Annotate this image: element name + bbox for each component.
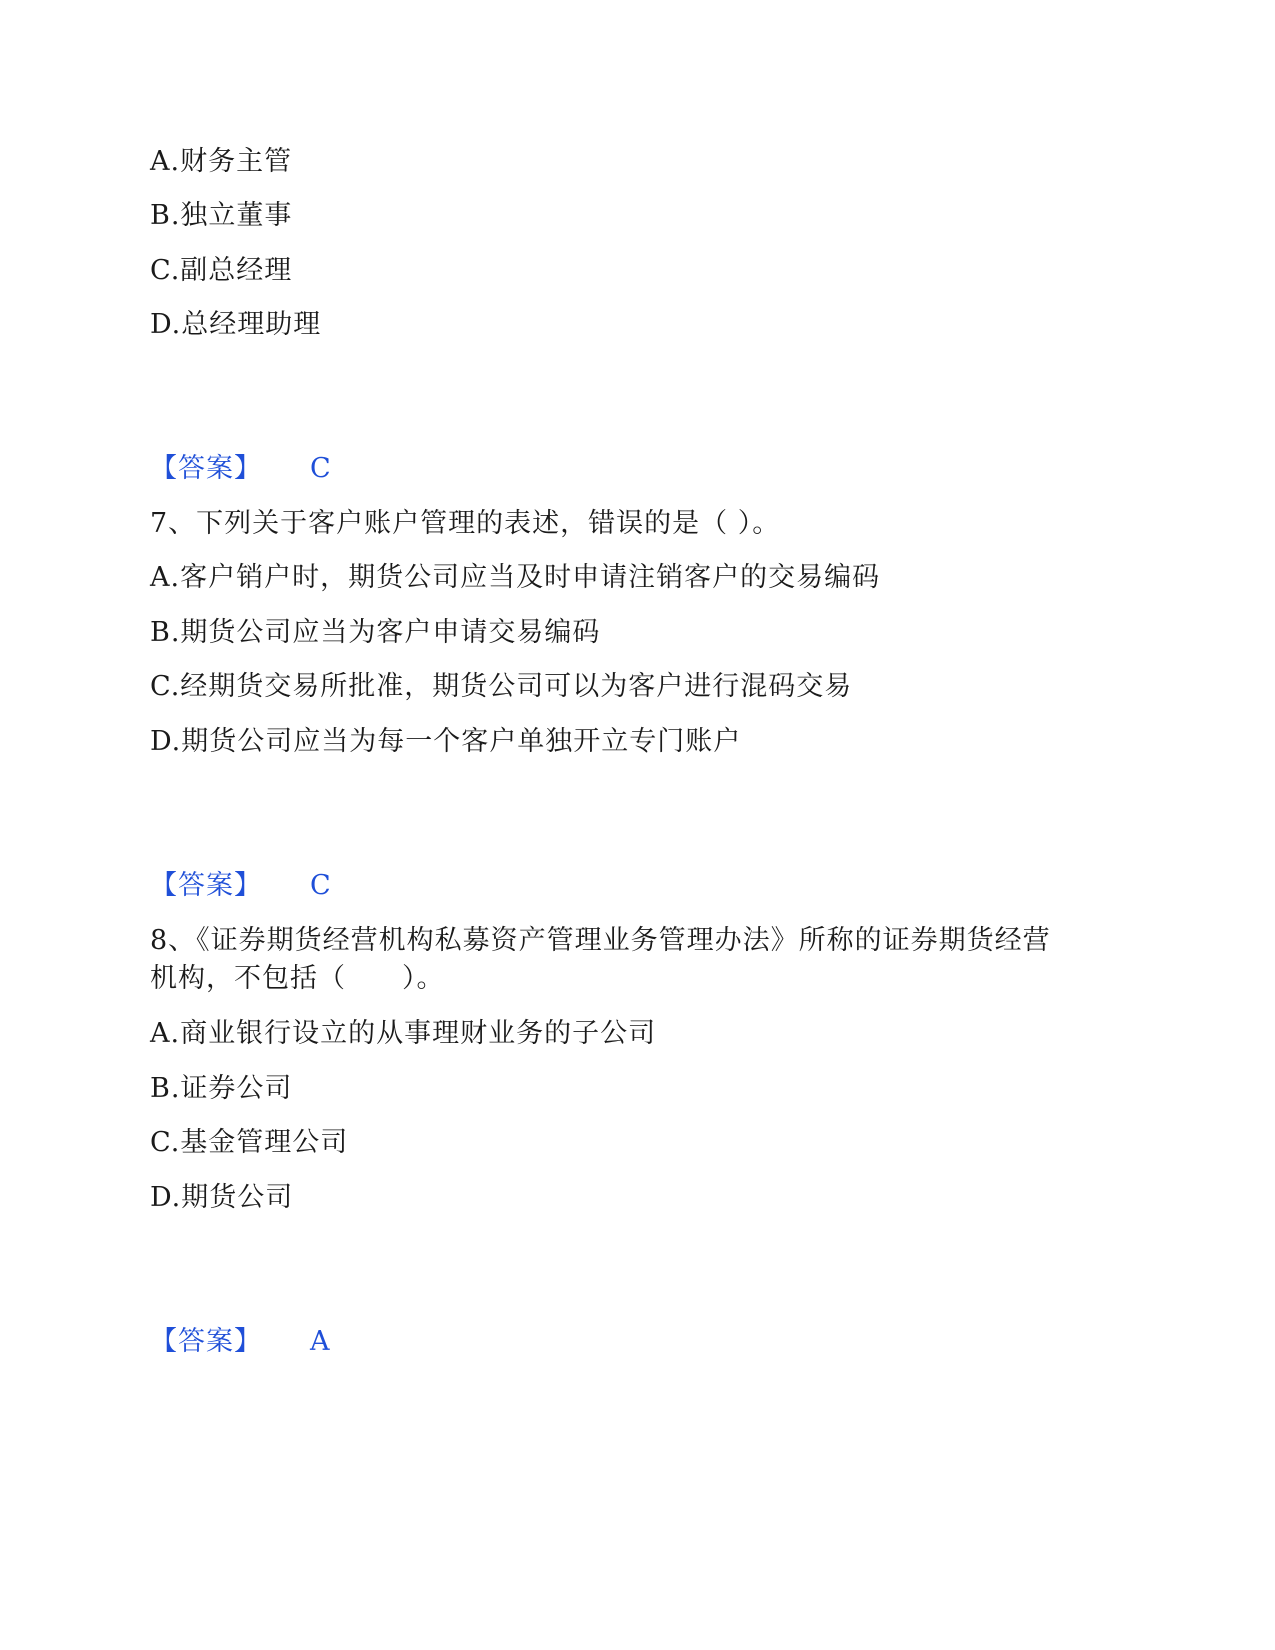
question-8-option-a: A.商业银行设立的从事理财业务的子公司 [150, 1018, 657, 1049]
answer-value: C [310, 870, 331, 901]
prev-answer [150, 453, 331, 485]
answer-label: 【答案】 [150, 870, 262, 901]
question-7-option-d: D.期货公司应当为每一个客户单独开立专门账户 [150, 726, 742, 757]
prev-option-c: C.副总经理 [150, 255, 293, 286]
question-8-option-b: B.证券公司 [150, 1073, 293, 1104]
answer-value: A [310, 1326, 330, 1357]
answer-label: 【答案】 [150, 453, 262, 484]
question-7-answer [150, 870, 331, 902]
question-8-stem-line2: 机构，不包括（ ）。 [150, 963, 445, 994]
question-8-answer [150, 1326, 330, 1358]
question-8-stem-line1: 8、《证券期货经营机构私募资产管理业务管理办法》所称的证券期货经营 [150, 925, 1051, 956]
answer-value: C [310, 453, 331, 484]
prev-option-b: B.独立董事 [150, 200, 293, 231]
prev-option-d: D.总经理助理 [150, 309, 322, 340]
answer-label: 【答案】 [150, 1326, 262, 1357]
question-7-option-a: A.客户销户时，期货公司应当及时申请注销客户的交易编码 [150, 562, 881, 593]
prev-option-a: A.财务主管 [150, 146, 293, 177]
question-7-stem: 7、下列关于客户账户管理的表述，错误的是（ ）。 [150, 508, 781, 539]
question-7-option-c: C.经期货交易所批准，期货公司可以为客户进行混码交易 [150, 671, 853, 702]
question-8-option-c: C.基金管理公司 [150, 1127, 349, 1158]
question-7-option-b: B.期货公司应当为客户申请交易编码 [150, 617, 601, 648]
question-8-option-d: D.期货公司 [150, 1182, 294, 1213]
